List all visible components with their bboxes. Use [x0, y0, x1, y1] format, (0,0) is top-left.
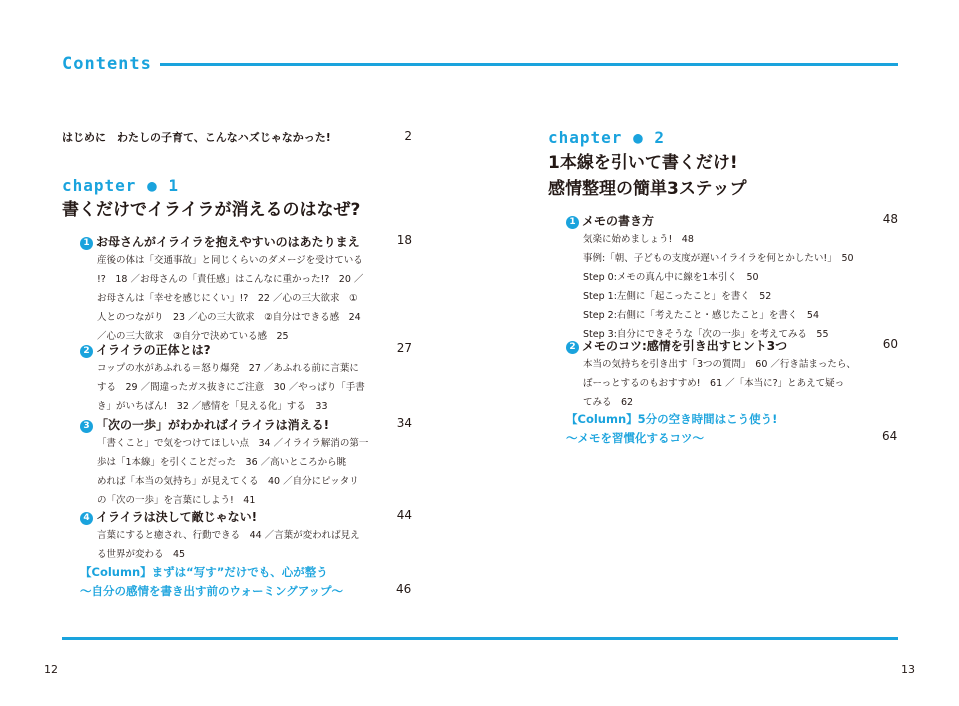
ch1-column-page: 46	[396, 582, 412, 596]
body-line: Step 0:メモの真ん中に線を1本引く 50	[583, 272, 759, 283]
body-line: の「次の一歩」を言葉にしよう! 41	[97, 495, 256, 506]
section-page: 34	[396, 416, 412, 430]
ch1-section-2	[80, 341, 412, 358]
body-line: めれば「本当の気持ち」が見えてくる 40 ／自分にピッタリ	[97, 476, 359, 487]
section-number-icon: 4	[80, 512, 93, 525]
section-page: 48	[882, 212, 898, 226]
ch2-column-page: 64	[882, 429, 898, 443]
ch1-column	[80, 563, 343, 601]
ch2-column	[566, 410, 777, 448]
ch2-section-1	[566, 212, 898, 229]
body-line: Step 1:左側に「起こったこと」を書く 52	[583, 291, 772, 302]
body-line: 産後の体は「交通事故」と同じくらいのダメージを受けている	[97, 255, 363, 266]
chapter2-title-line2: 感情整理の簡単3ステップ	[548, 179, 747, 199]
ch1-section-3	[80, 416, 412, 433]
chapter1-label: chapter ● 1	[62, 176, 179, 195]
column-line2: ～自分の感情を書き出す前のウォーミングアップ～	[80, 584, 344, 598]
body-line: お母さんは「幸せを感じにくい」!? 22 ／心の三大欲求 ①	[97, 293, 358, 304]
page-number-left: 12	[44, 663, 58, 676]
ch1-section-4	[80, 508, 412, 525]
ch2-section-2	[566, 337, 898, 354]
top-rule	[160, 63, 898, 66]
ch2-section-1-body	[583, 230, 883, 344]
body-line: ／心の三大欲求 ③自分で決めている感 25	[97, 331, 289, 342]
ch2-section-2-body	[583, 355, 883, 412]
section-number-icon: 1	[80, 237, 93, 250]
section-page: 18	[396, 233, 412, 247]
body-line: Step 3:自分にできそうな「次の一歩」を考えてみる 55	[583, 329, 829, 340]
section-page: 60	[882, 337, 898, 351]
body-line: 事例:「朝、子どもの支度が遅いイライラを何とかしたい!」 50	[583, 253, 854, 264]
section-title: お母さんがイライラを抱えやすいのはあたりまえ	[96, 235, 360, 249]
column-line1: 【Column】5分の空き時間はこう使う!	[566, 412, 778, 426]
chapter2-title-line1: 1本線を引いて書くだけ!	[548, 153, 738, 173]
body-line: ぼーっとするのもおすすめ! 61 ／「本当に?」とあえて疑っ	[583, 378, 845, 389]
section-title: イライラの正体とは?	[96, 343, 211, 357]
body-line: コップの水があふれる＝怒り爆発 27 ／あふれる前に言葉に	[97, 363, 359, 374]
section-title: メモの書き方	[582, 214, 655, 228]
body-line: 歩は「1本線」を引くことだった 36 ／高いところから眺	[97, 457, 347, 468]
ch1-section-2-body	[97, 359, 387, 416]
body-line: Step 2:右側に「考えたこと・感じたこと」を書く 54	[583, 310, 819, 321]
body-line: 言葉にすると癒され、行動できる 44 ／言葉が変われば見え	[97, 530, 360, 541]
page-number-right: 13	[901, 663, 915, 676]
intro-label: はじめに わたしの子育て、こんなハズじゃなかった!	[62, 131, 331, 144]
ch1-section-1-body	[97, 251, 387, 346]
body-line: る世界が変わる 45	[97, 549, 186, 560]
intro-entry	[62, 129, 412, 145]
chapter2-label: chapter ● 2	[548, 128, 665, 147]
column-line1: 【Column】まずは“写す”だけでも、心が整う	[80, 565, 328, 579]
intro-page: 2	[404, 129, 412, 143]
section-number-icon: 2	[566, 341, 579, 354]
bottom-rule	[62, 637, 898, 640]
body-line: 気楽に始めましょう! 48	[583, 234, 694, 245]
body-line: 人とのつながり 23 ／心の三大欲求 ②自分はできる感 24	[97, 312, 361, 323]
ch1-section-1	[80, 233, 412, 250]
chapter1-title: 書くだけでイライラが消えるのはなぜ?	[62, 200, 361, 220]
body-line: てみる 62	[583, 397, 634, 408]
section-number-icon: 2	[80, 345, 93, 358]
body-line: !? 18 ／お母さんの「責任感」はこんなに重かった!? 20 ／	[97, 274, 364, 285]
body-line: き」がいちばん! 32 ／感情を「見える化」する 33	[97, 401, 328, 412]
section-title: メモのコツ:感情を引き出すヒント3つ	[582, 339, 788, 353]
section-number-icon: 3	[80, 420, 93, 433]
body-line: 「書くこと」で気をつけてほしい点 34 ／イライラ解消の第一	[97, 438, 369, 449]
column-line2: ～メモを習慣化するコツ～	[566, 431, 704, 445]
body-line: する 29 ／間違ったガス抜きにご注意 30 ／やっぱり「手書	[97, 382, 365, 393]
section-number-icon: 1	[566, 216, 579, 229]
section-title: イライラは決して敵じゃない!	[96, 510, 258, 524]
body-line: 本当の気持ちを引き出す「3つの質問」 60 ／行き詰まったら、	[583, 359, 856, 370]
section-page: 27	[396, 341, 412, 355]
contents-title: Contents	[62, 54, 152, 74]
section-page: 44	[396, 508, 412, 522]
section-title: 「次の一歩」がわかればイライラは消える!	[96, 418, 330, 432]
ch1-section-3-body	[97, 434, 387, 510]
ch1-section-4-body	[97, 526, 387, 564]
